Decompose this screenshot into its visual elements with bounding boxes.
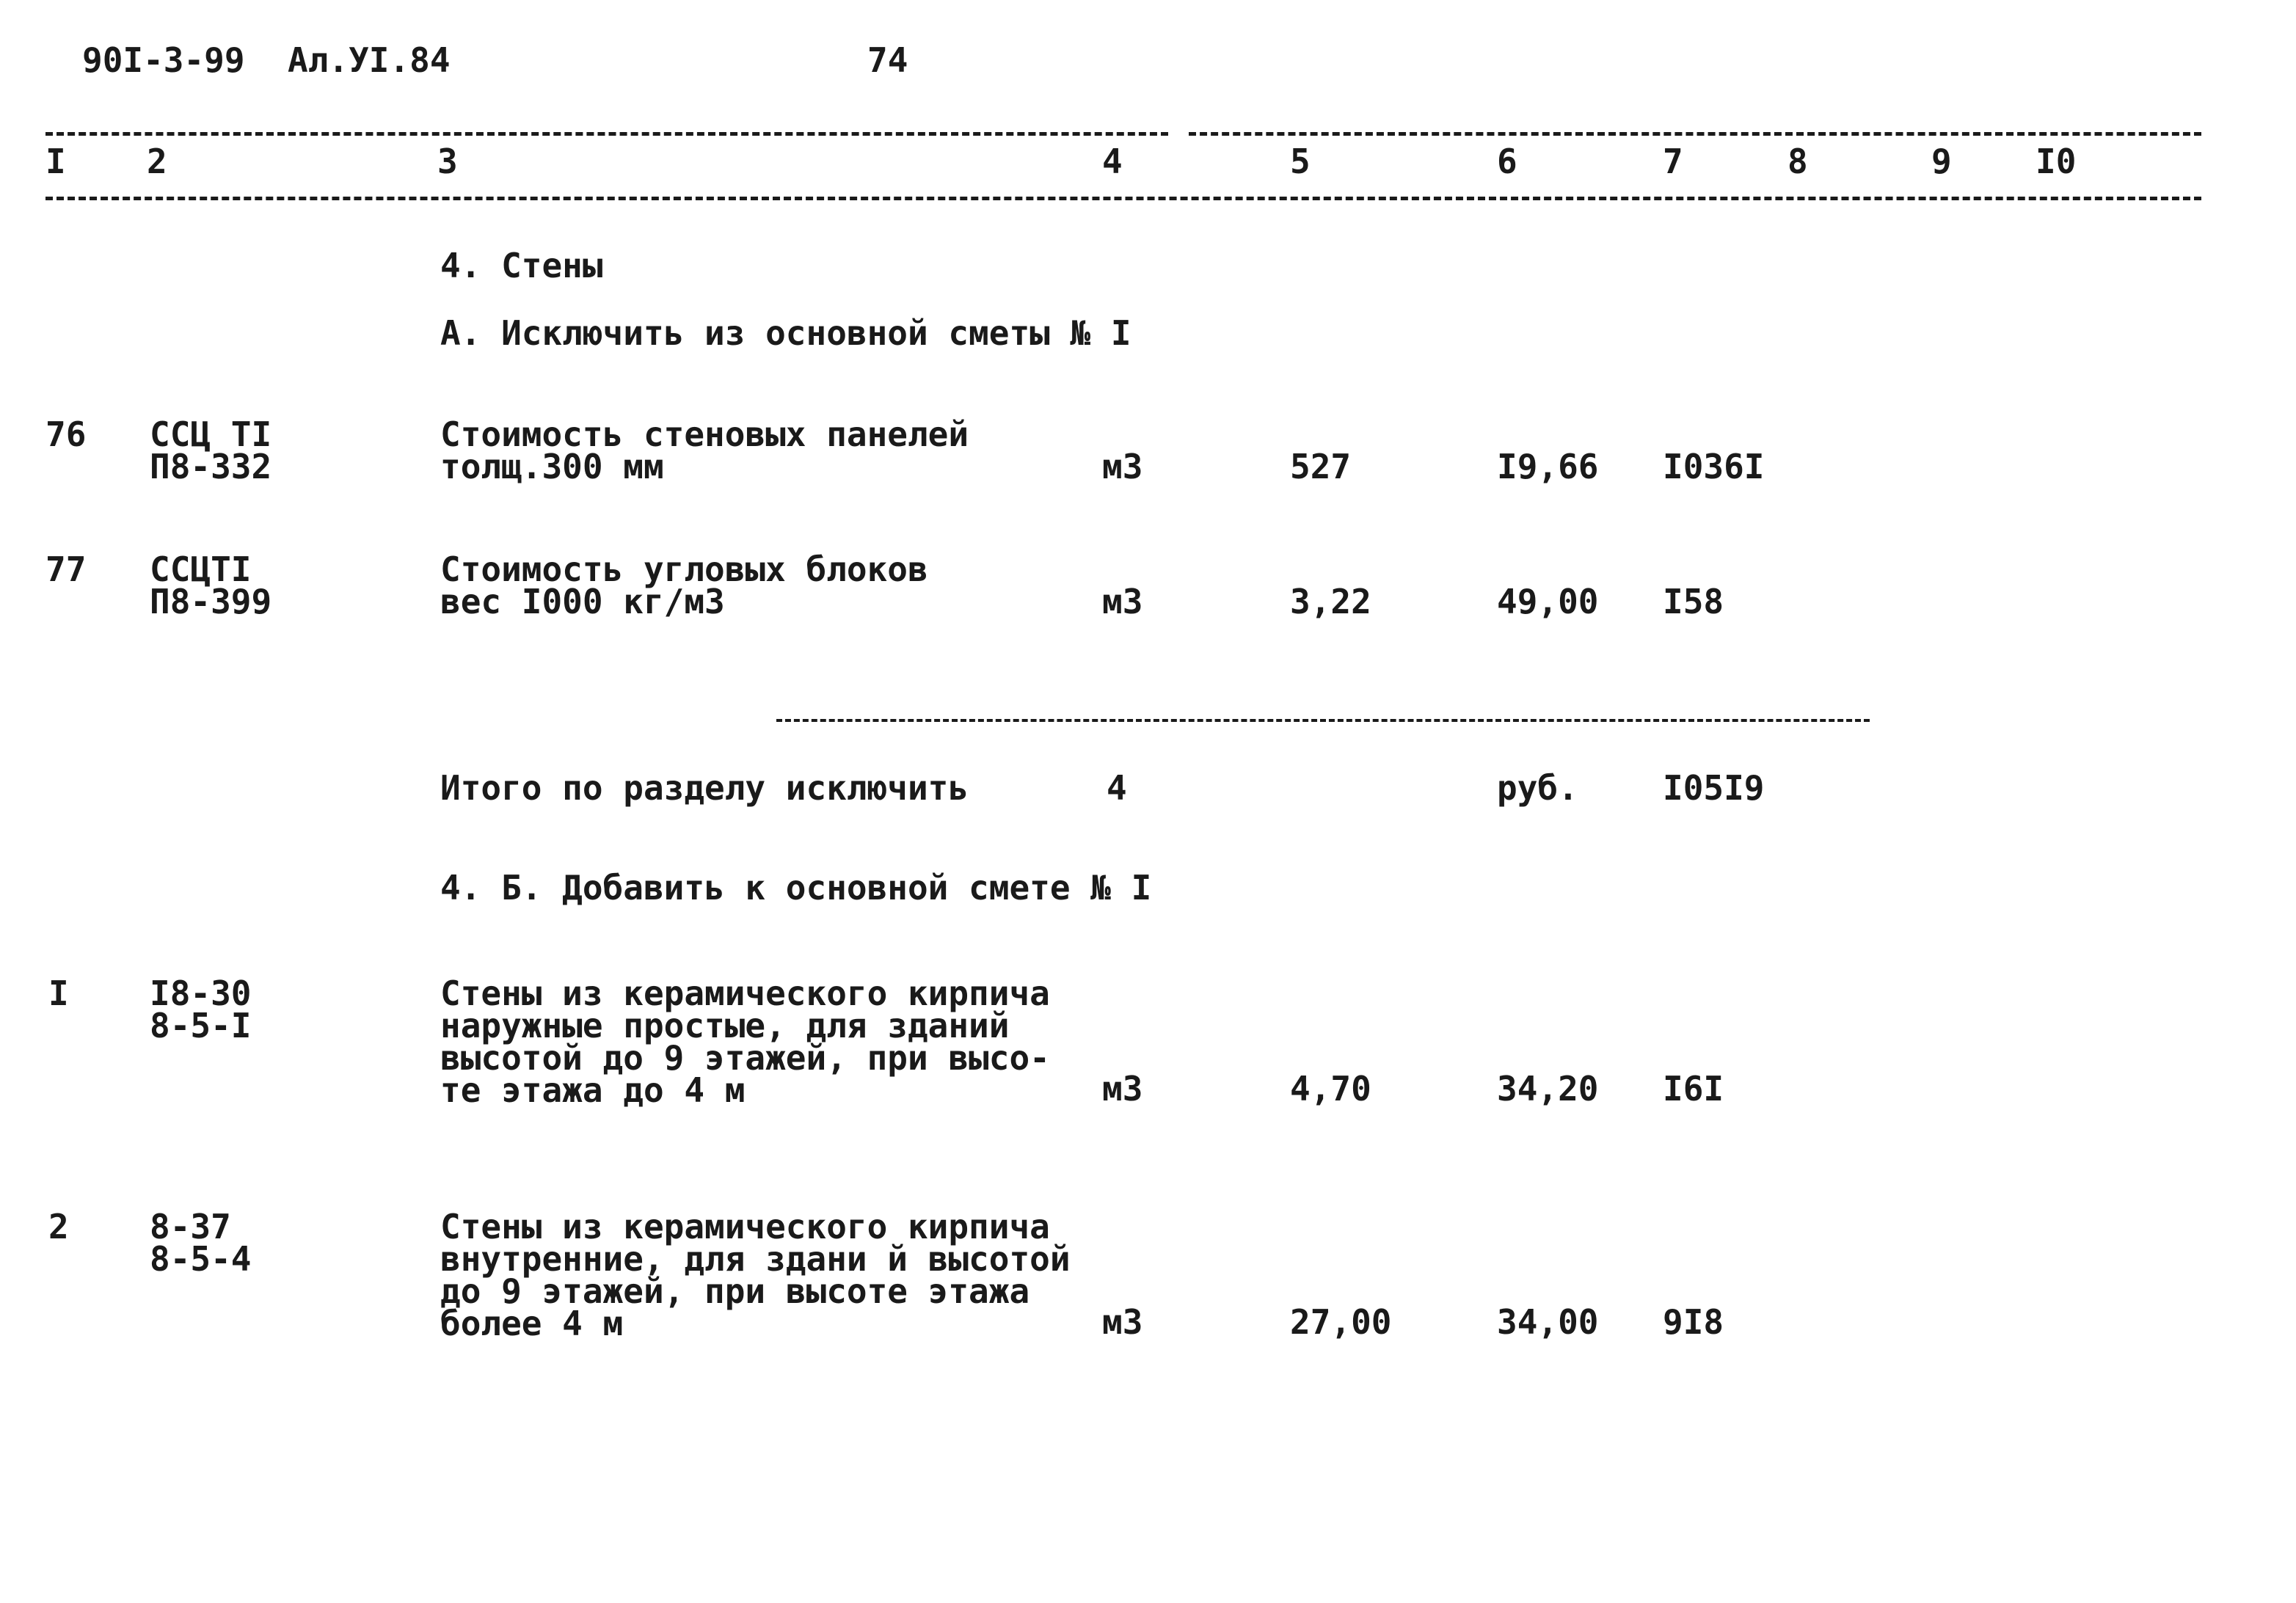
col-header-1: I [45, 142, 66, 181]
row-price: I9,66 [1497, 447, 1599, 486]
row-quantity: 27,00 [1290, 1302, 1392, 1342]
code-line: 8-37 [150, 1207, 231, 1246]
col-header-10: I0 [2036, 142, 2077, 181]
row-unit: м3 [1102, 1069, 1143, 1109]
row-description [440, 1209, 1071, 1341]
header-top-rule-right [1189, 132, 2201, 136]
description-line: Стены из керамического кирпича [440, 974, 1050, 1013]
col-header-2: 2 [147, 142, 167, 181]
subtotal-total: I05I9 [1663, 768, 1765, 808]
description-line: Стоимость стеновых панелей [440, 415, 969, 454]
row-unit: м3 [1102, 447, 1143, 486]
col-header-9: 9 [1931, 142, 1952, 181]
row-number: 77 [45, 549, 87, 589]
header-bottom-rule [45, 197, 2201, 200]
row-price: 34,00 [1497, 1302, 1599, 1342]
col-header-4: 4 [1102, 142, 1123, 181]
subtotal-col4: 4 [1107, 768, 1127, 808]
row-code [150, 976, 251, 1043]
col-header-3: 3 [437, 142, 458, 181]
row-number: I [48, 974, 69, 1013]
description-line: высотой до 9 этажей, при высо- [440, 1038, 1050, 1078]
code-line: П8-399 [150, 582, 272, 621]
album-code: Ал.УI.84 [288, 40, 451, 80]
row-total: 9I8 [1663, 1302, 1724, 1342]
code-line: 8-5-I [150, 1006, 252, 1045]
row-total: I036I [1663, 447, 1765, 486]
col-header-5: 5 [1290, 142, 1311, 181]
description-line: внутренние, для здани й высотой [440, 1239, 1071, 1279]
row-code [150, 1209, 251, 1277]
code-line: ССЦ TI [150, 415, 272, 454]
row-description [440, 976, 1050, 1108]
description-line: до 9 этажей, при высоте этажа [440, 1271, 1030, 1311]
code-line: I8-30 [150, 974, 252, 1013]
description-line: вес I000 кг/м3 [440, 582, 725, 621]
row-code [150, 417, 271, 484]
row-total: I58 [1663, 582, 1724, 621]
document-code: 90I-3-99 [82, 40, 245, 80]
row-price: 34,20 [1497, 1069, 1599, 1109]
row-unit: м3 [1102, 1302, 1143, 1342]
description-line: те этажа до 4 м [440, 1070, 746, 1110]
col-header-8: 8 [1787, 142, 1808, 181]
row-number: 76 [45, 415, 87, 454]
page-number: 74 [867, 40, 908, 80]
subtotal-rule [776, 719, 1870, 722]
description-line: Стоимость угловых блоков [440, 549, 928, 589]
subsection-b-title: 4. Б. Добавить к основной смете № I [440, 868, 1152, 908]
row-quantity: 527 [1290, 447, 1352, 486]
col-header-6: 6 [1497, 142, 1517, 181]
subsection-a-title: А. Исключить из основной сметы № I [440, 313, 1131, 353]
row-description [440, 417, 969, 484]
section-title: 4. Стены [440, 246, 603, 285]
description-line: более 4 м [440, 1304, 624, 1343]
subtotal-label: Итого по разделу исключить [440, 768, 969, 808]
row-unit: м3 [1102, 582, 1143, 621]
col-header-7: 7 [1663, 142, 1683, 181]
subtotal-unit: руб. [1497, 768, 1578, 808]
row-quantity: 3,22 [1290, 582, 1371, 621]
description-line: Стены из керамического кирпича [440, 1207, 1050, 1246]
row-total: I6I [1663, 1069, 1724, 1109]
code-line: 8-5-4 [150, 1239, 252, 1279]
row-description [440, 549, 928, 621]
code-line: П8-332 [150, 447, 272, 486]
row-price: 49,00 [1497, 582, 1599, 621]
row-number: 2 [48, 1207, 69, 1246]
description-line: толщ.300 мм [440, 447, 664, 486]
header-top-rule [45, 132, 1168, 136]
row-code [150, 549, 272, 621]
description-line: наружные простые, для зданий [440, 1006, 1010, 1045]
row-quantity: 4,70 [1290, 1069, 1371, 1109]
code-line: ССЦТI [150, 549, 252, 589]
